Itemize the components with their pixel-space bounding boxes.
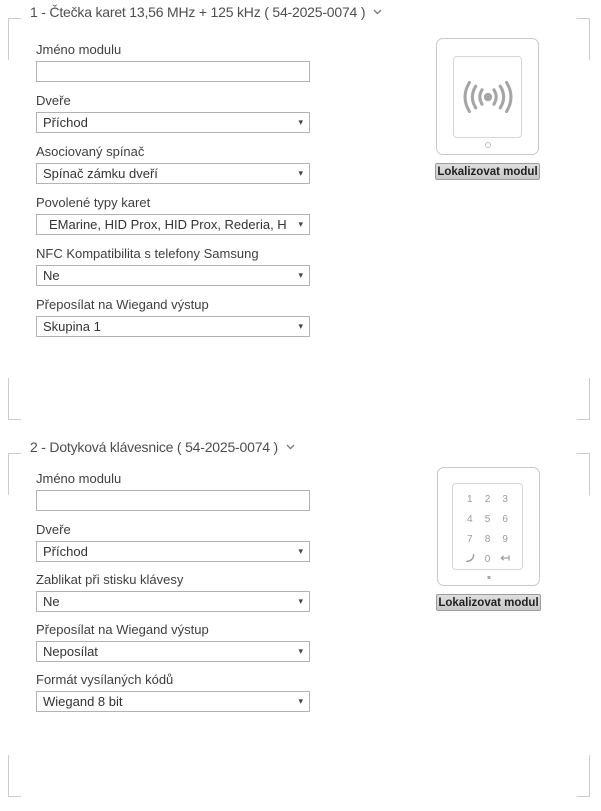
field-label: Dveře — [36, 93, 71, 108]
keypad-keys — [453, 487, 522, 569]
section-card-reader — [8, 4, 590, 420]
field-label: Dveře — [36, 522, 71, 537]
field-label: Povolené typy karet — [36, 195, 151, 210]
field-wiegand-forward — [36, 297, 310, 337]
corner-bracket — [8, 755, 21, 797]
corner-bracket — [8, 18, 21, 60]
card-reader-illustration — [436, 38, 539, 155]
locate-module-button[interactable]: Lokalizovat modul — [435, 163, 540, 180]
touch-keypad-illustration — [437, 467, 540, 586]
code-format-select[interactable]: Wiegand 8 bit ▾ — [36, 691, 310, 712]
dropdown-arrow-icon: ▾ — [298, 596, 303, 606]
section-collapse-chevron-icon[interactable] — [286, 444, 295, 450]
module-preview-column — [436, 467, 541, 611]
corner-bracket — [577, 18, 590, 60]
key-symbol-icon — [498, 553, 512, 566]
field-door — [36, 522, 310, 562]
module-preview-column — [435, 38, 540, 180]
allowed-card-types-select[interactable]: EMarine, HID Prox, HID Prox, Rederia, H ▾ — [36, 214, 310, 235]
dropdown-arrow-icon: ▾ — [298, 168, 303, 178]
door-select[interactable]: Příchod ▾ — [36, 541, 310, 562]
corner-bracket — [8, 453, 21, 495]
section-title: 2 - Dotyková klávesnice ( 54-2025-0074 ) — [30, 439, 279, 455]
dropdown-arrow-icon: ▾ — [298, 646, 303, 656]
nfc-samsung-select[interactable]: Ne ▾ — [36, 265, 310, 286]
dropdown-arrow-icon: ▾ — [298, 546, 303, 556]
wiegand-forward-select[interactable]: Neposílat ▾ — [36, 641, 310, 662]
field-allowed-card-types — [36, 195, 310, 235]
field-label: Zablikat při stisku klávesy — [36, 572, 184, 587]
keypad-key: 5 — [484, 513, 491, 525]
keypad-key: 1 — [467, 493, 473, 505]
field-module-name — [36, 471, 310, 511]
keypad-key: 0 — [484, 553, 491, 565]
section-card-reader-header[interactable] — [30, 3, 391, 21]
corner-bracket — [577, 453, 590, 495]
keypad-face — [452, 483, 523, 570]
corner-bracket — [577, 378, 590, 420]
blink-on-keypress-select[interactable]: Ne ▾ — [36, 591, 310, 612]
section-collapse-chevron-icon[interactable] — [373, 9, 382, 15]
dropdown-arrow-icon: ▾ — [298, 219, 303, 229]
section-touch-keypad — [8, 439, 590, 797]
corner-bracket — [577, 755, 590, 797]
field-blink-on-keypress — [36, 572, 310, 612]
corner-bracket — [8, 378, 21, 420]
dropdown-arrow-icon: ▾ — [298, 270, 303, 280]
module-name-input[interactable] — [36, 490, 310, 511]
locate-module-button[interactable]: Lokalizovat modul — [436, 594, 541, 611]
wiegand-forward-select[interactable]: Skupina 1 ▾ — [36, 316, 310, 337]
field-nfc-samsung — [36, 246, 310, 286]
field-label: Formát vysílaných kódů — [36, 672, 174, 687]
device-led-dot — [487, 576, 490, 579]
section-title: 1 - Čtečka karet 13,56 MHz + 125 kHz ( 54-2025-0074 ) — [30, 4, 366, 20]
card-reader-face — [453, 56, 522, 138]
associated-switch-select[interactable]: Spínač zámku dveří ▾ — [36, 163, 310, 184]
field-door — [36, 93, 310, 133]
field-label: Přeposílat na Wiegand výstup — [36, 297, 209, 312]
field-module-name — [36, 42, 310, 82]
keypad-key: 8 — [484, 533, 491, 545]
keypad-key: 4 — [467, 513, 473, 525]
keypad-key: 2 — [484, 493, 491, 505]
phone-key-icon — [463, 553, 477, 566]
field-label: Asociovaný spínač — [36, 144, 145, 159]
field-code-format — [36, 672, 310, 712]
rfid-waves-icon — [459, 77, 517, 117]
dropdown-arrow-icon: ▾ — [298, 117, 303, 127]
keypad-key: 6 — [502, 513, 508, 525]
field-label: Jméno modulu — [36, 42, 122, 57]
dropdown-arrow-icon: ▾ — [298, 321, 303, 331]
field-label: Jméno modulu — [36, 471, 122, 486]
keypad-key: 3 — [502, 493, 508, 505]
door-select[interactable]: Příchod ▾ — [36, 112, 310, 133]
module-name-input[interactable] — [36, 61, 310, 82]
field-wiegand-forward — [36, 622, 310, 662]
field-label: NFC Kompatibilita s telefony Samsung — [36, 246, 259, 261]
device-led-dot — [485, 142, 491, 148]
section-touch-keypad-header[interactable] — [30, 438, 304, 456]
keypad-key: 9 — [502, 533, 508, 545]
field-associated-switch — [36, 144, 310, 184]
dropdown-arrow-icon: ▾ — [298, 696, 303, 706]
field-label: Přeposílat na Wiegand výstup — [36, 622, 209, 637]
keypad-key: 7 — [467, 533, 473, 545]
